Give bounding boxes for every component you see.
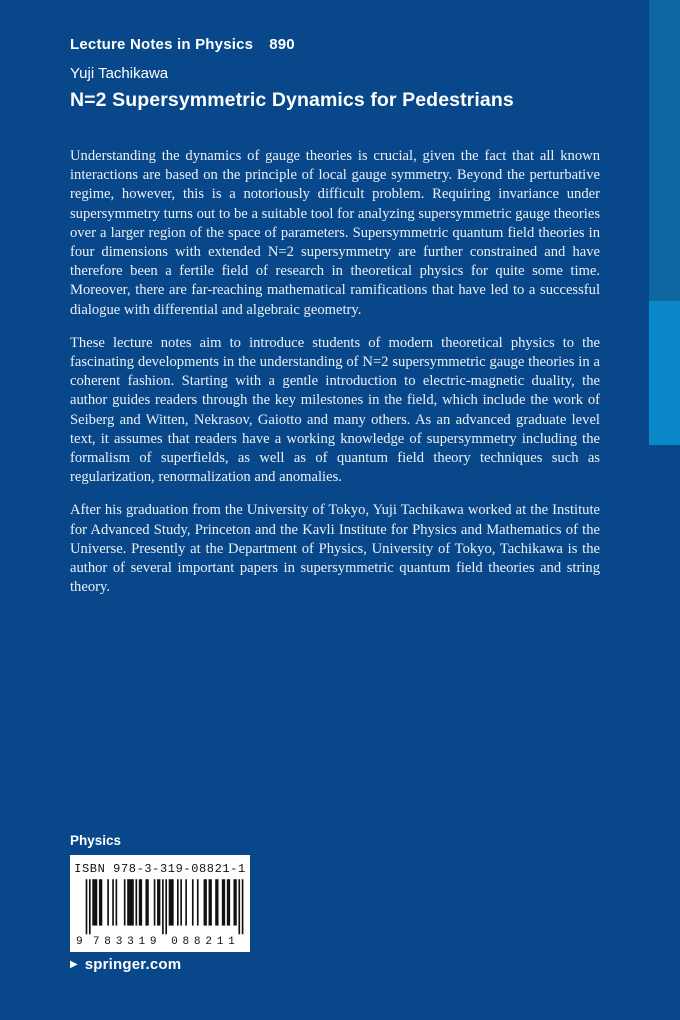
spine-stripe-top bbox=[649, 0, 680, 301]
series-line bbox=[70, 36, 600, 54]
svg-text:088211: 088211 bbox=[171, 935, 235, 948]
isbn-barcode bbox=[70, 855, 250, 952]
publisher-logo bbox=[70, 956, 181, 973]
ean13-barcode-icon bbox=[76, 878, 244, 949]
isbn-label: ISBN 978-3-319-08821-1 bbox=[74, 862, 246, 876]
synopsis-paragraph-1: Understanding the dynamics of gauge theories is crucial, given the fact that all known interactions are based on the principle of local gauge symmetry. Beyond the perturbative regime, however, this is a notoriously difficult problem. Requiring invariance under supersymmetry turns out to be a suitable tool for analyzing supersymmetric gauge theories over a larger region of the space of parameters. Supersymmetric quantum field theories in four dimensions with extended N=2 supersymmetry are further constrained and have therefore been a fertile field of research in theoretical physics for quite some time. Moreover, there are far-reaching mathematical ramifications that have led to a successful dialogue with differential and algebraic geometry. bbox=[70, 148, 600, 318]
series-title: Lecture Notes in Physics bbox=[70, 36, 254, 53]
svg-text:783319: 783319 bbox=[92, 935, 157, 948]
publisher-arrow-icon: ▶ bbox=[70, 958, 78, 970]
series-number: 890 bbox=[269, 36, 295, 53]
synopsis bbox=[70, 147, 600, 597]
synopsis-paragraph-3: After his graduation from the University of Tokyo, Yuji Tachikawa worked at the Institute for Advanced Study, Princeton and the Kavli Institute for Physics and Mathematics of the Universe. Presently at the Department of Physics, University of Tokyo, Tachikawa is the author of several important papers in supersymmetric quantum field theories and string theory. bbox=[70, 502, 600, 596]
author-name: Yuji Tachikawa bbox=[70, 65, 169, 82]
synopsis-paragraph-2: These lecture notes aim to introduce students of modern theoretical physics to the fascinating developments in the understanding of N=2 supersymmetric gauge theories in a coherent fashion. Starting with a gentle introduction to electric-magnetic duality, the author guides readers through the key milestones in the field, which include the work of Seiberg and Witten, Nekrasov, Gaiotto and many others. As an advanced graduate level text, it assumes that readers have a working knowledge of supersymmetry including the formalism of superfields, as well as of quantum field theory techniques such as regularization, renormalization and anomalies. bbox=[70, 334, 600, 486]
book-title: N=2 Supersymmetric Dynamics for Pedestrians bbox=[70, 89, 514, 111]
svg-text:9: 9 bbox=[76, 935, 83, 948]
spine-stripe-accent bbox=[649, 301, 680, 445]
publisher-url: springer.com bbox=[84, 956, 182, 973]
category-label: Physics bbox=[70, 833, 122, 848]
cover-content bbox=[70, 36, 600, 611]
